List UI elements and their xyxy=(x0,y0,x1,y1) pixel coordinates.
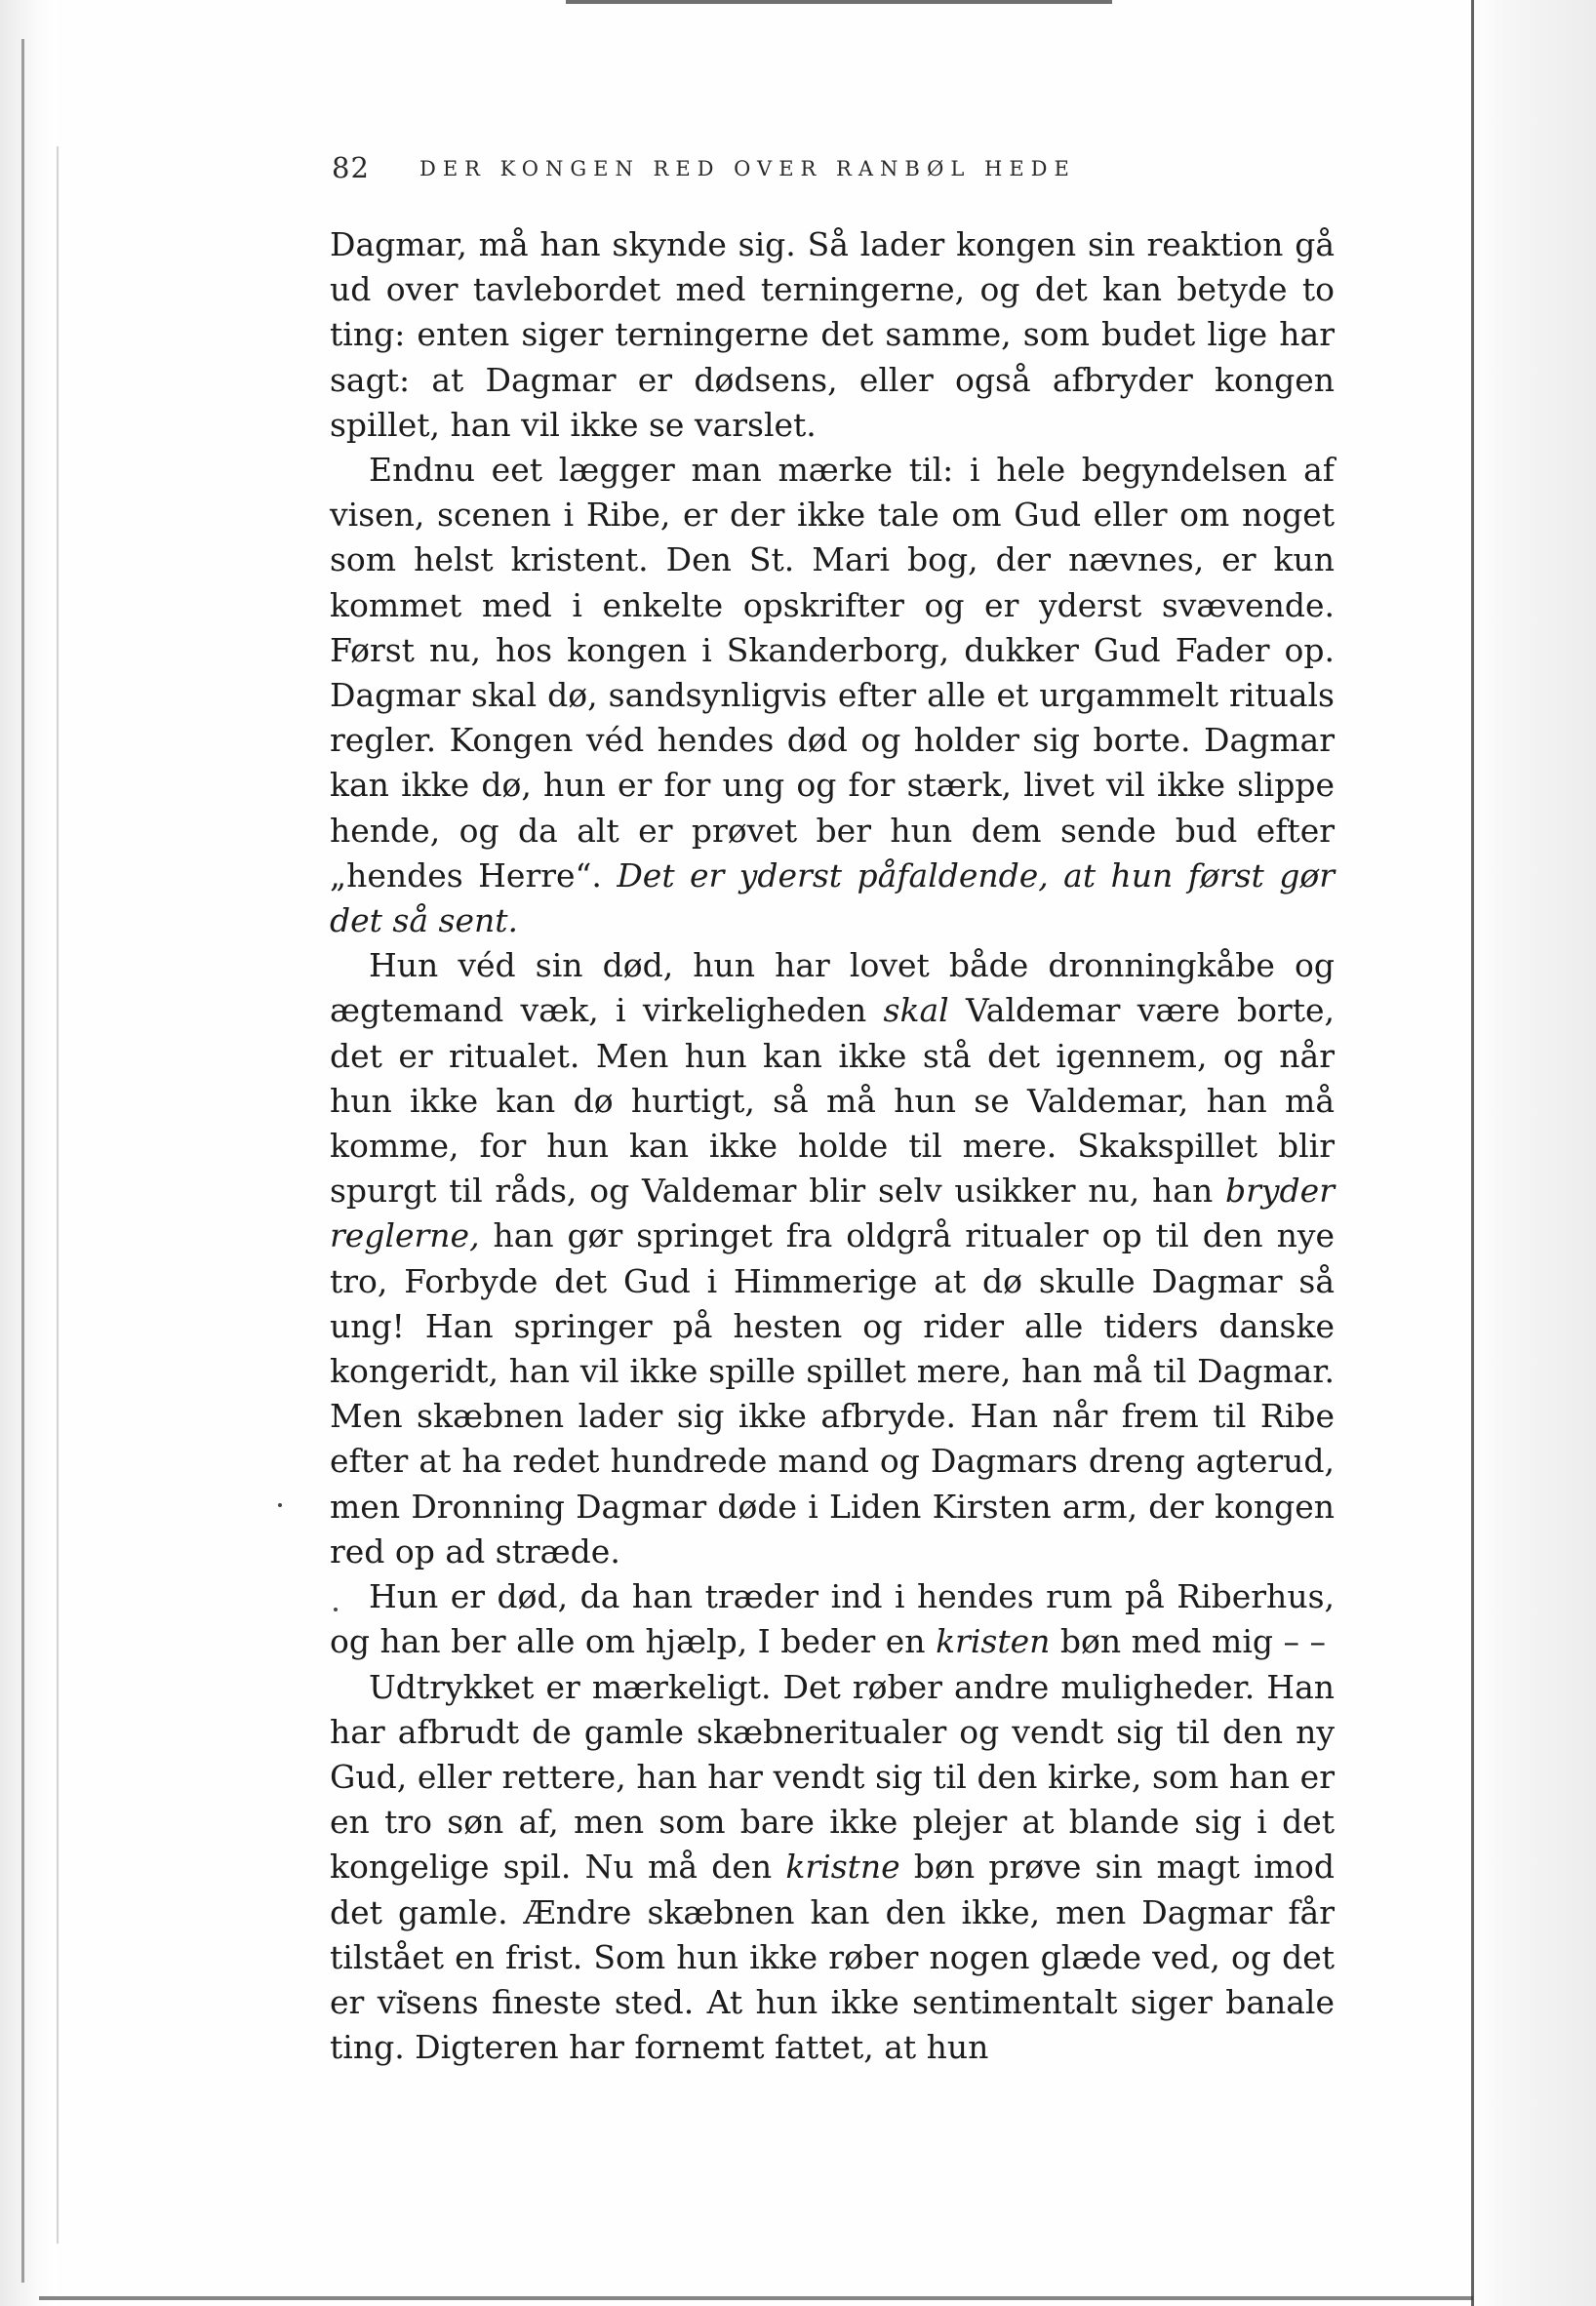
scan-speck xyxy=(278,1503,282,1507)
italic-text: Det er yderst påfaldende, at hun først gør det så sent. xyxy=(330,855,1335,940)
page-edge-shadow xyxy=(1469,0,1596,2306)
binding-shadow xyxy=(0,0,57,2306)
paragraph xyxy=(330,1665,1335,2071)
paragraph xyxy=(330,222,1335,448)
paragraph xyxy=(330,943,1335,1574)
text-run: Dagmar, må han skynde sig. Så lader kongen sin reaktion gå ud over tavlebordet med terningerne, og det kan betyde to ting: enten siger terningerne det samme, som budet lige har sagt: at Dagmar er dødsens, eller også afbryder kongen spillet, han vil ikke se varslet. xyxy=(330,225,1335,444)
text-run: Hun er død, da han træder ind i hendes rum på Riberhus, og han ber alle om hjælp, I beder en xyxy=(330,1577,1335,1661)
text-run: bøn med mig – – xyxy=(1050,1622,1326,1661)
binding-edge-line xyxy=(57,146,59,2244)
running-title: DER KONGEN RED OVER RANBØL HEDE xyxy=(419,157,1076,180)
scan-top-edge xyxy=(566,0,1112,4)
text-run: Udtrykket er mærkeligt. Det røber andre muligheder. Han har afbrudt de gamle skæbneritualer og vendt sig til den ny Gud, eller rettere, han har vendt sig til den kirke, som han er en tro søn af, men som bare ikke plejer at blande sig i det kongelige spil. Nu må den xyxy=(330,1667,1335,1887)
text-run: Endnu eet lægger man mærke til: i hele begyndelsen af visen, scenen i Ribe, er der ikke tale om Gud eller om noget som helst kristent. Den St. Mari bog, der nævnes, er kun kommet med i enkelte opskrifter og er yderst svævende. Først nu, hos kongen i Skanderborg, dukker Gud Fader op. Dagmar skal dø, sandsynligvis efter alle et urgammelt rituals regler. Kongen véd hendes død og holder sig borte. Dagmar kan ikke dø, hun er for ung og for stærk, livet vil ikke slippe hende, og da alt er prøvet ber hun dem sende bud efter „hendes Herre“. xyxy=(330,451,1335,895)
text-run: Hun véd sin død, hun har lovet både dronningkåbe og ægtemand væk, i virkeligheden xyxy=(330,946,1335,1030)
italic-text: kristen xyxy=(936,1622,1051,1661)
paragraph xyxy=(330,448,1335,943)
page-edge-line xyxy=(1471,0,1474,2306)
italic-text: bryder reglerne, xyxy=(330,1172,1335,1255)
binding-edge-line xyxy=(21,39,24,2283)
page-number: 82 xyxy=(332,151,370,184)
italic-text: skal xyxy=(883,991,949,1030)
scan-bottom-edge xyxy=(39,2296,1473,2300)
text-run: han gør springet fra oldgrå ritualer op til den nye tro, Forbyde det Gud i Himmerige at dø skulle Dagmar så ung! Han springer på hesten og rider alle tiders danske kongeridt, han vil ikke spille spillet mere, han må til Dagmar. Men skæbnen lader sig ikke afbryde. Han når frem til Ribe efter at ha redet hundrede mand og Dagmars dreng agterud, men Dronning Dagmar døde i Liden Kirsten arm, der kongen red op ad stræde. xyxy=(330,1216,1335,1570)
running-header xyxy=(332,151,1210,190)
text-run: bøn prøve sin magt imod det gamle. Ændre skæbnen kan den ikke, men Dagmar får tilstået en frist. Som hun ikke røber nogen glæde ved, og det er visens fineste sted. At hun ikke sentimentalt siger banale ting. Digteren har fornemt fattet, at hun xyxy=(330,1848,1335,2067)
paragraph xyxy=(330,1574,1335,1664)
body-text xyxy=(330,222,1335,2070)
text-run: Valdemar være borte, det er ritualet. Men hun kan ikke stå det igennem, og når hun ikke kan dø hurtigt, så må hun se Valdemar, han må komme, for hun kan ikke holde til mere. Skakspillet blir spurgt til råds, og Valdemar blir selv usikker nu, han xyxy=(330,991,1335,1211)
italic-text: kristne xyxy=(785,1848,900,1887)
